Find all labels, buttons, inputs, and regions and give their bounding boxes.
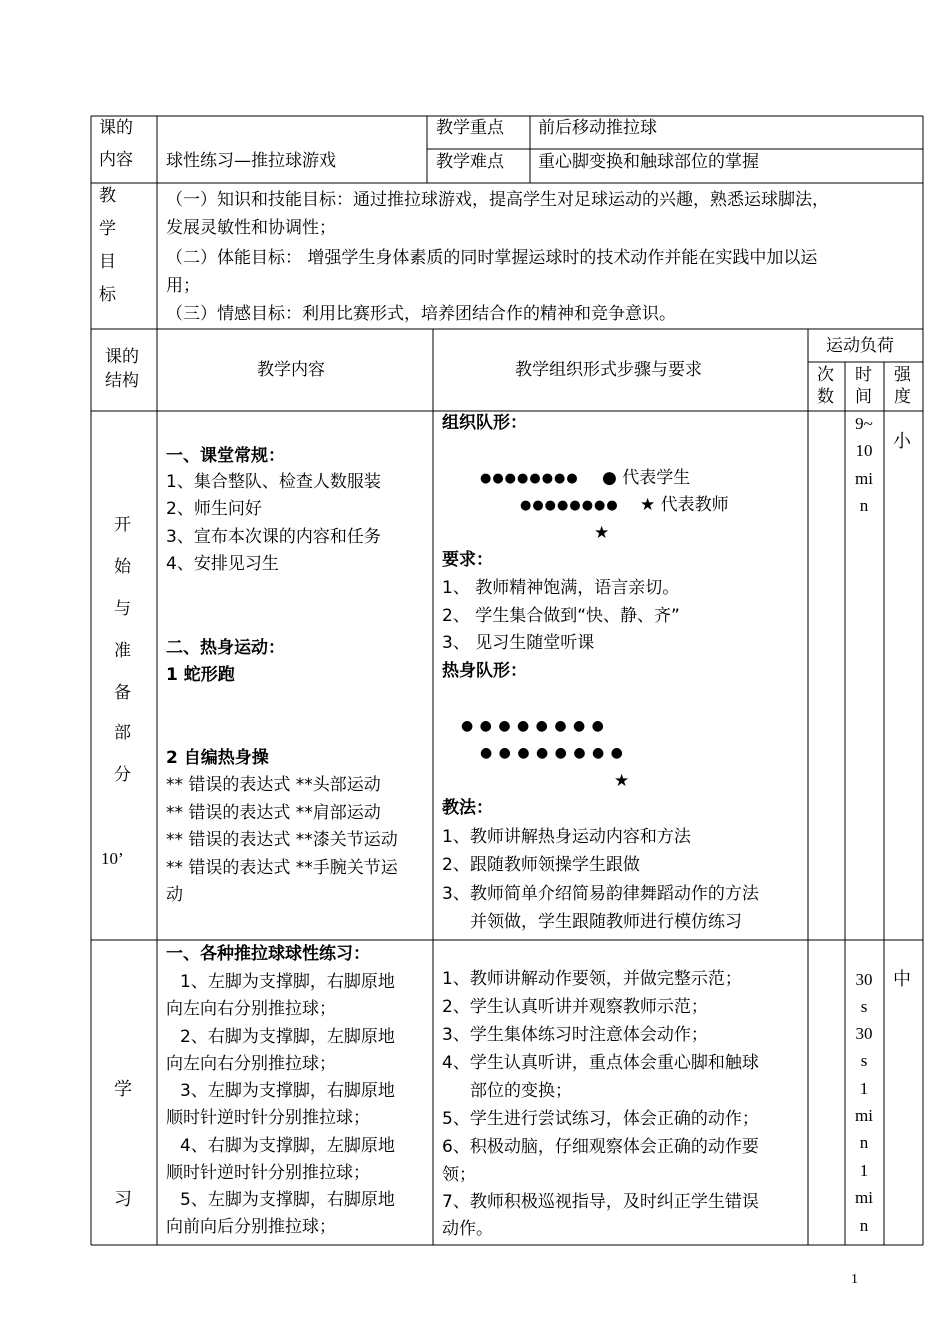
count-header-2: 数: [817, 387, 834, 407]
structure-header-2: 结构: [105, 371, 139, 391]
teacher-star: ★: [594, 523, 610, 543]
organization-header: 教学组织形式步骤与要求: [515, 360, 702, 380]
difficulty-value: 重心脚变换和触球部位的掌握: [538, 152, 759, 172]
intensity-header: 强: [894, 365, 911, 385]
section-learn-intensity: 中: [893, 969, 911, 990]
count-header: 次: [817, 365, 834, 385]
section-start-intensity: 小: [893, 431, 911, 452]
key-point-label: 教学重点: [436, 118, 504, 138]
legend-teacher: ★ 代表教师: [640, 495, 729, 515]
time-header-2: 间: [855, 387, 872, 407]
structure-header: 课的: [105, 347, 139, 367]
intensity-header-2: 度: [894, 387, 911, 407]
formation-row-1: ●●●●●●●●: [480, 471, 579, 486]
lesson-content-value: 球性练习—推拉球游戏: [166, 151, 336, 171]
warmup-row-2: ● ● ● ● ● ● ● ●: [480, 745, 624, 761]
page-number: 1: [851, 1272, 858, 1287]
warmup-row-1: ● ● ● ● ● ● ● ●: [461, 718, 605, 734]
warmup-star: ★: [614, 771, 630, 791]
section-start-duration: 10’: [101, 849, 124, 868]
load-header: 运动负荷: [826, 336, 894, 356]
difficulty-label: 教学难点: [436, 152, 504, 172]
content-header: 教学内容: [257, 360, 325, 380]
key-point-value: 前后移动推拉球: [538, 118, 657, 138]
time-header: 时: [855, 365, 872, 385]
legend-student: ● 代表学生: [602, 468, 691, 488]
formation-row-2: ●●●●●●●●: [520, 498, 619, 513]
